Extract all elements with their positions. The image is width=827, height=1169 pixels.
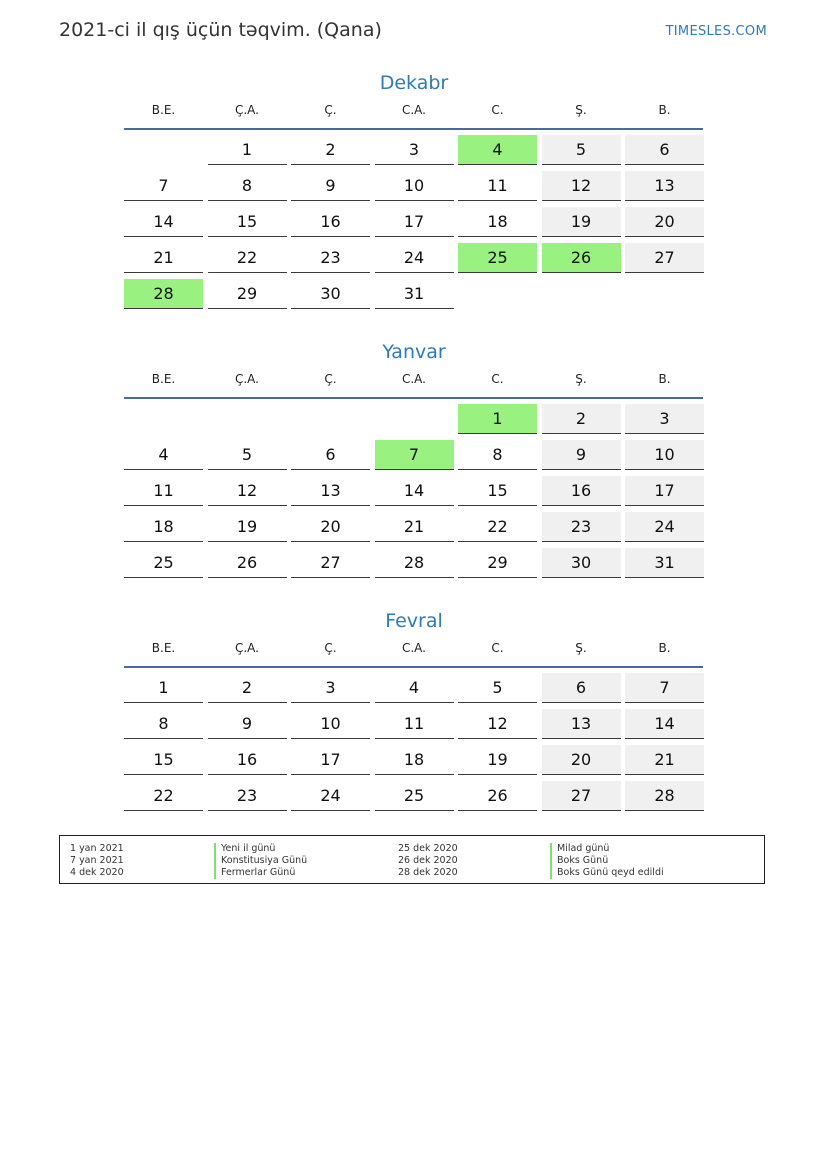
weekend-day-cell: 27: [542, 781, 621, 811]
weekday-label: B.: [658, 103, 671, 117]
page-title: 2021-ci il qış üçün təqvim. (Qana): [59, 19, 382, 41]
day-cell: 5: [458, 673, 537, 703]
day-cell: 18: [124, 512, 203, 542]
weekend-day-cell: 23: [542, 512, 621, 542]
weekend-day-cell: 5: [542, 135, 621, 165]
day-cell: 22: [458, 512, 537, 542]
day-cell: 25: [124, 548, 203, 578]
day-cell: 22: [124, 781, 203, 811]
weekday-label: Ç.: [324, 641, 337, 655]
weekend-day-cell: 12: [542, 171, 621, 201]
day-cell: 3: [375, 135, 454, 165]
weekday-label: C.A.: [401, 372, 426, 386]
legend-date: 25 dek 2020: [398, 843, 458, 854]
weekend-day-cell: 31: [625, 548, 704, 578]
day-cell: 21: [375, 512, 454, 542]
empty-day-cell: [124, 404, 203, 433]
day-cell: 11: [458, 171, 537, 201]
holiday-day-cell: 26: [542, 243, 621, 273]
header-divider: [124, 128, 703, 130]
day-cell: 29: [208, 279, 287, 309]
weekend-day-cell: 30: [542, 548, 621, 578]
weekend-day-cell: 17: [625, 476, 704, 506]
day-cell: 12: [458, 709, 537, 739]
day-cell: 4: [124, 440, 203, 470]
holiday-legend: [59, 835, 765, 884]
day-cell: 23: [208, 781, 287, 811]
weekday-header: [124, 100, 704, 128]
legend-date: 28 dek 2020: [398, 867, 458, 878]
month-name: Yanvar: [382, 341, 446, 363]
day-cell: 11: [124, 476, 203, 506]
day-cell: 1: [208, 135, 287, 165]
month-block: [124, 338, 704, 584]
weekday-label: Ş.: [575, 641, 587, 655]
day-cell: 23: [291, 243, 370, 273]
holiday-day-cell: 1: [458, 404, 537, 434]
day-cell: 10: [375, 171, 454, 201]
day-cell: 6: [291, 440, 370, 470]
day-cell: 14: [124, 207, 203, 237]
empty-day-cell: [542, 279, 621, 308]
day-cell: 14: [375, 476, 454, 506]
week-row: [124, 548, 704, 579]
week-row: [124, 673, 704, 704]
holiday-day-cell: 7: [375, 440, 454, 470]
day-cell: 7: [124, 171, 203, 201]
day-cell: 27: [291, 548, 370, 578]
weekday-label: Ş.: [575, 372, 587, 386]
weekend-day-cell: 14: [625, 709, 704, 739]
weekday-label: C.A.: [401, 641, 426, 655]
week-row: [124, 171, 704, 202]
weekend-day-cell: 13: [625, 171, 704, 201]
weekday-header: [124, 638, 704, 666]
weekend-day-cell: 9: [542, 440, 621, 470]
legend-item: [70, 843, 410, 855]
week-row: [124, 243, 704, 274]
day-cell: 18: [458, 207, 537, 237]
day-cell: 15: [124, 745, 203, 775]
weekend-day-cell: 2: [542, 404, 621, 434]
weekend-day-cell: 21: [625, 745, 704, 775]
day-cell: 31: [375, 279, 454, 309]
legend-holiday-name: Konstitusiya Günü: [214, 855, 307, 867]
weekend-day-cell: 6: [625, 135, 704, 165]
day-cell: 15: [458, 476, 537, 506]
legend-holiday-name: Boks Günü: [550, 855, 608, 867]
week-row: [124, 279, 704, 310]
day-cell: 3: [291, 673, 370, 703]
weekend-day-cell: 7: [625, 673, 704, 703]
weekend-day-cell: 16: [542, 476, 621, 506]
weekday-label: Ç.: [324, 103, 337, 117]
day-cell: 2: [291, 135, 370, 165]
site-link[interactable]: TIMESLES.COM: [665, 24, 767, 39]
weekday-header: [124, 369, 704, 397]
day-cell: 25: [375, 781, 454, 811]
holiday-day-cell: 28: [124, 279, 203, 309]
day-cell: 1: [124, 673, 203, 703]
empty-day-cell: [208, 404, 287, 433]
day-cell: 13: [291, 476, 370, 506]
day-cell: 17: [375, 207, 454, 237]
week-row: [124, 207, 704, 238]
day-cell: 22: [208, 243, 287, 273]
weekday-label: Ç.A.: [234, 103, 259, 117]
holiday-day-cell: 4: [458, 135, 537, 165]
day-cell: 29: [458, 548, 537, 578]
day-cell: 10: [291, 709, 370, 739]
week-row: [124, 512, 704, 543]
weekday-label: Ç.A.: [234, 641, 259, 655]
header-divider: [124, 666, 703, 668]
legend-item: [398, 855, 748, 867]
day-cell: 8: [124, 709, 203, 739]
day-cell: 12: [208, 476, 287, 506]
day-cell: 19: [208, 512, 287, 542]
legend-holiday-name: Boks Günü qeyd edildi: [550, 867, 664, 879]
day-cell: 26: [458, 781, 537, 811]
empty-day-cell: [291, 404, 370, 433]
weekday-label: B.E.: [151, 372, 176, 386]
day-cell: 24: [291, 781, 370, 811]
month-block: [124, 69, 704, 315]
weekend-day-cell: 20: [542, 745, 621, 775]
day-grid: [124, 404, 704, 579]
day-cell: 16: [208, 745, 287, 775]
day-cell: 20: [291, 512, 370, 542]
day-cell: 2: [208, 673, 287, 703]
weekday-label: C.: [491, 103, 504, 117]
day-grid: [124, 135, 704, 310]
weekday-label: Ş.: [575, 103, 587, 117]
legend-date: 1 yan 2021: [70, 843, 124, 854]
week-row: [124, 781, 704, 812]
day-cell: 24: [375, 243, 454, 273]
weekday-label: B.: [658, 372, 671, 386]
legend-holiday-name: Yeni il günü: [214, 843, 275, 855]
legend-date: 26 dek 2020: [398, 855, 458, 866]
day-cell: 19: [458, 745, 537, 775]
legend-item: [70, 855, 410, 867]
legend-holiday-name: Milad günü: [550, 843, 609, 855]
day-cell: 11: [375, 709, 454, 739]
week-row: [124, 440, 704, 471]
weekday-label: Ç.A.: [234, 372, 259, 386]
week-row: [124, 476, 704, 507]
weekend-day-cell: 20: [625, 207, 704, 237]
month-name: Dekabr: [379, 72, 449, 94]
week-row: [124, 135, 704, 166]
header-divider: [124, 397, 703, 399]
day-cell: 18: [375, 745, 454, 775]
weekday-label: Ç.: [324, 372, 337, 386]
legend-item: [398, 867, 748, 879]
weekday-label: B.E.: [151, 103, 176, 117]
day-cell: 17: [291, 745, 370, 775]
weekday-label: C.: [491, 372, 504, 386]
legend-date: 4 dek 2020: [70, 867, 124, 878]
weekend-day-cell: 27: [625, 243, 704, 273]
weekday-label: B.E.: [151, 641, 176, 655]
legend-holiday-name: Fermerlar Günü: [214, 867, 295, 879]
week-row: [124, 745, 704, 776]
week-row: [124, 709, 704, 740]
day-cell: 8: [208, 171, 287, 201]
weekend-day-cell: 6: [542, 673, 621, 703]
weekday-label: C.: [491, 641, 504, 655]
day-cell: 5: [208, 440, 287, 470]
week-row: [124, 404, 704, 435]
legend-date: 7 yan 2021: [70, 855, 124, 866]
day-grid: [124, 673, 704, 812]
day-cell: 9: [291, 171, 370, 201]
weekend-day-cell: 3: [625, 404, 704, 434]
day-cell: 15: [208, 207, 287, 237]
empty-day-cell: [625, 279, 704, 308]
empty-day-cell: [375, 404, 454, 433]
weekend-day-cell: 19: [542, 207, 621, 237]
legend-item: [70, 867, 410, 879]
day-cell: 4: [375, 673, 454, 703]
weekday-label: B.: [658, 641, 671, 655]
weekend-day-cell: 13: [542, 709, 621, 739]
month-block: [124, 607, 704, 817]
empty-day-cell: [124, 135, 203, 164]
day-cell: 16: [291, 207, 370, 237]
empty-day-cell: [458, 279, 537, 308]
month-name: Fevral: [385, 610, 443, 632]
day-cell: 26: [208, 548, 287, 578]
day-cell: 8: [458, 440, 537, 470]
weekday-label: C.A.: [401, 103, 426, 117]
day-cell: 21: [124, 243, 203, 273]
weekend-day-cell: 28: [625, 781, 704, 811]
legend-item: [398, 843, 748, 855]
weekend-day-cell: 24: [625, 512, 704, 542]
weekend-day-cell: 10: [625, 440, 704, 470]
day-cell: 9: [208, 709, 287, 739]
day-cell: 30: [291, 279, 370, 309]
holiday-day-cell: 25: [458, 243, 537, 273]
day-cell: 28: [375, 548, 454, 578]
